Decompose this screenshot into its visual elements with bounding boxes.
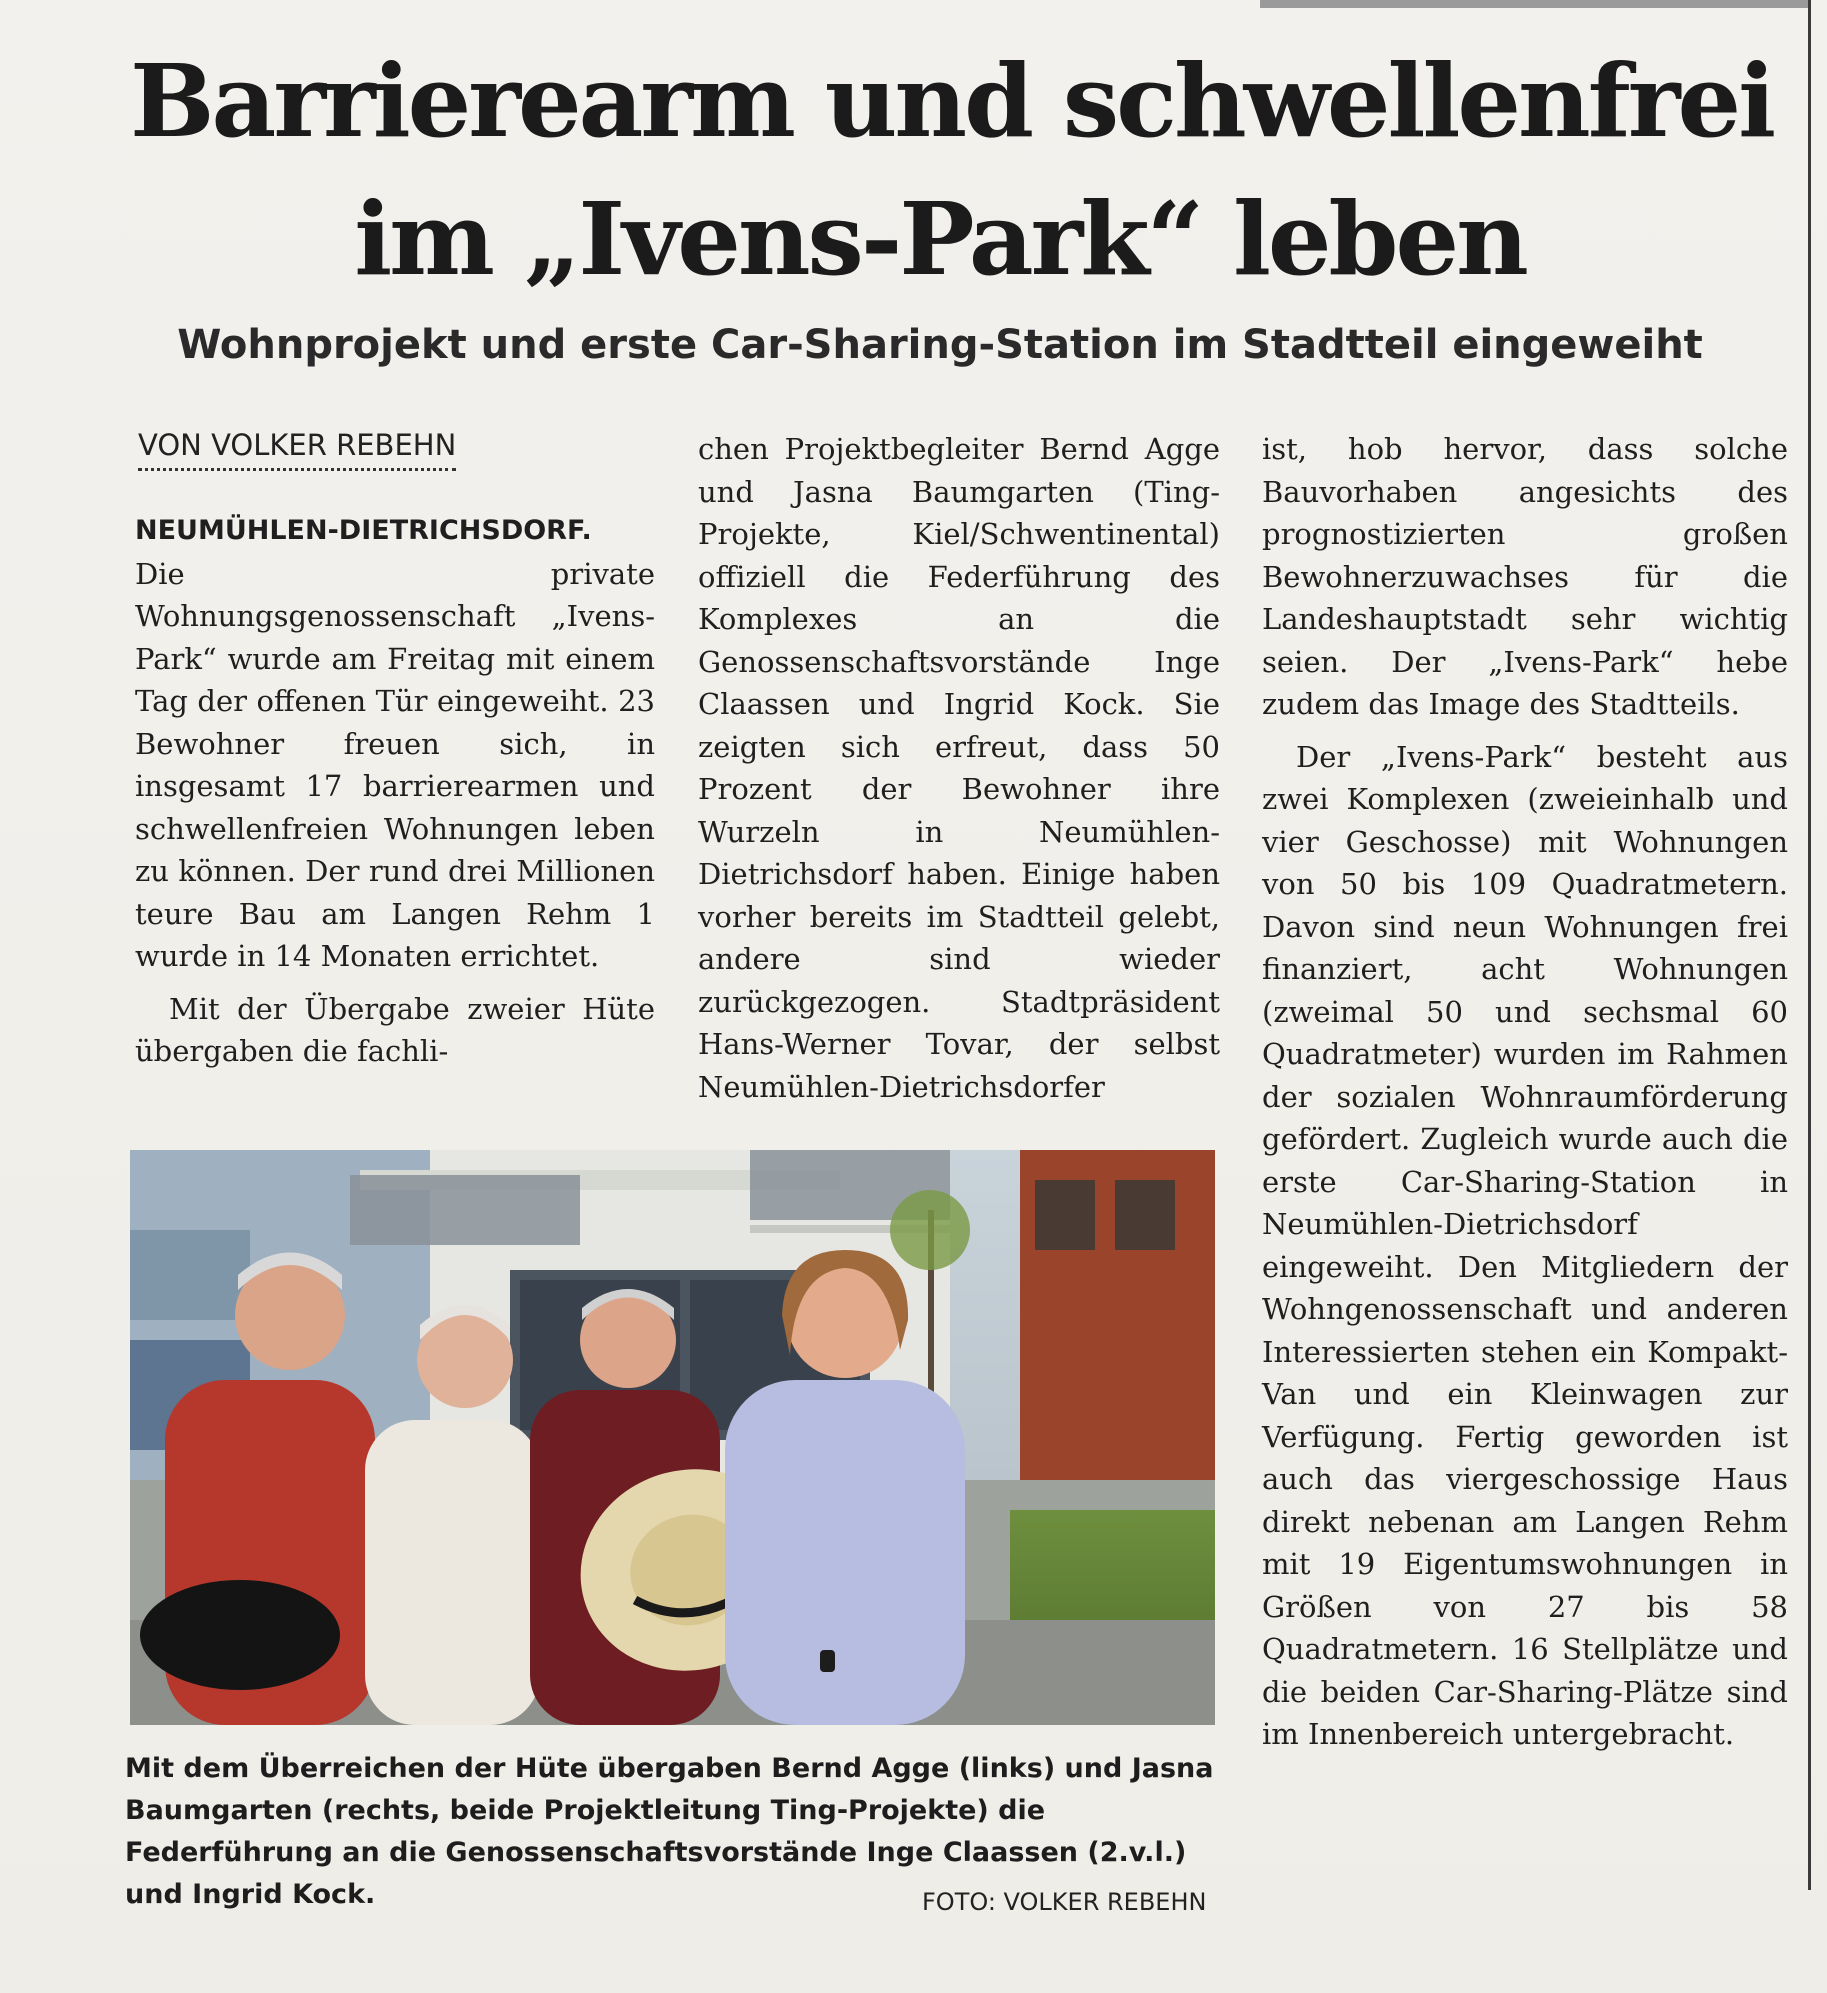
byline: VON VOLKER REBEHN [138,428,456,471]
paragraph-handover: Mit der Übergabe zweier Hüte übergaben die fachli- [135,991,655,1068]
dateline: NEUMÜHLEN-DIETRICHSDORF. [135,515,592,546]
article-photo [130,1150,1215,1725]
article-column-1 [135,508,655,1073]
column-rule-right [1808,0,1811,1890]
paragraph-complex-details: Der „Ivens-Park“ besteht aus zwei Komplexen (zweieinhalb und vier Geschosse) mit Wohnungen von 50 bis 109 Quadratmetern. Davon sind neun Wohnungen frei finanziert, acht Wohnungen (zweimal 50 und sechsmal 60 Quadratmeter) wurden im Rahmen der sozialen Wohnraumförderung gefördert. Zugleich wurde auch die erste Car-Sharing-Station in Neumühlen-Dietrichsdorf eingeweiht. Den Mitgliedern der Wohngenossenschaft und anderen Interessierten stehen ein Kompakt-Van und ein Kleinwagen zur Verfügung. Fertig geworden ist auch das viergeschossige Haus direkt nebenan am Langen Rehm mit 19 Eigentumswohnungen in Größen von 27 bis 58 Quadratmetern. 16 Stellplätze und die beiden Car-Sharing-Plätze sind im Innenbereich untergebracht. [1262,739,1788,1751]
paragraph-intro [135,508,655,978]
group-photo-illustration [130,1150,1215,1725]
headline-line-2: im „Ivens-Park“ leben [354,180,1526,298]
paragraph-project-leads: chen Projektbegleiter Bernd Agge und Jasna Baumgarten (Ting-Projekte, Kiel/Schwentinental) offiziell die Federführung des Komplexes an die Genossenschaftsvorstände Inge Claassen und Ingrid Kock. Sie zeigten sich erfreut, dass 50 Prozent der Bewohner ihre Wurzeln in Neumühlen-Dietrichsdorf haben. Einige haben vorher bereits im Stadtteil gelebt, andere sind wieder zurückgezogen. Stadtpräsident Hans-Werner Tovar, der selbst Neumühlen-Dietrichsdorfer [698,432,1220,1104]
photo-caption: Mit dem Überreichen der Hüte übergaben Bernd Agge (links) und Jasna Baumgarten (rechts, beide Projektleitung Ting-Projekte) die Federführung an die Genossenschaftsvorstände Inge Claassen (2.v.l.) und Ingrid Kock. [125,1753,1214,1910]
top-divider [1260,0,1810,8]
subheadline: Wohnprojekt und erste Car-Sharing-Station im Stadtteil eingeweiht [177,322,1703,368]
article-column-2 [698,428,1220,1108]
paragraph-intro-text: Die private Wohnungsgenossenschaft „Ivens-Park“ wurde am Freitag mit einem Tag der offenen Tür eingeweiht. 23 Bewohner freuen sich, in insgesamt 17 barrierearmen und schwellenfreien Wohnungen leben zu können. Der rund drei Millionen teure Bau am Langen Rehm 1 wurde in 14 Monaten errichtet. [135,556,655,973]
article-column-3 [1262,428,1788,1756]
photo-credit: FOTO: VOLKER REBEHN [922,1888,1207,1916]
paragraph-city-president: ist, hob hervor, dass solche Bauvorhaben angesichts des prognostizierten großen Bewohnerzuwachses für die Landeshauptstadt sehr wichtig seien. Der „Ivens-Park“ hebe zudem das Image des Stadtteils. [1262,432,1788,721]
headline-line-1: Barrierearm und schwellenfrei [130,42,1774,160]
